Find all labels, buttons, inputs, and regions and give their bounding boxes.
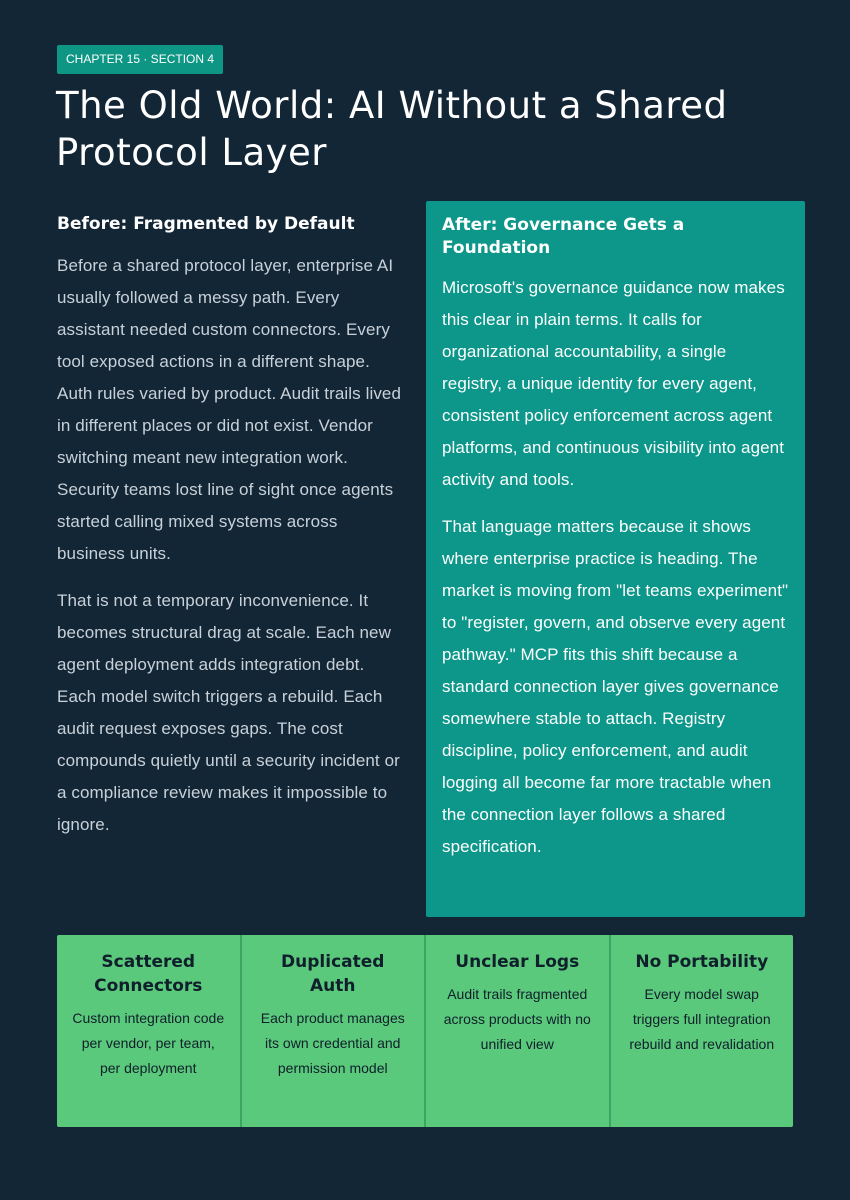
before-column [57, 213, 407, 841]
page-title: The Old World: AI Without a Shared Protocol Layer [56, 84, 728, 174]
before-paragraph-2: That is not a temporary inconvenience. It becomes structural drag at scale. Each new agent deployment adds integration debt. Each model switch triggers a rebuild. Each audit request exposes gaps. The cost compounds quietly until a security incident or a compliance review makes it impossible to ignore. [57, 591, 400, 834]
card-unclear-logs [426, 935, 611, 1127]
card-title: Unclear Logs [455, 952, 580, 972]
card-description: Every model swap triggers full integration rebuild and revalidation [629, 986, 775, 1052]
card-title: No Portability [635, 952, 769, 972]
card-description: Custom integration code per vendor, per team, per deployment [72, 1010, 225, 1076]
after-paragraph-2: That language matters because it shows where enterprise practice is heading. The market is moving from "let teams experiment" to "register, govern, and observe every agent pathway." MCP fits this shift because a standard connection layer gives governance somewhere stable to attach. Registry discipline, policy enforcement, and audit logging all become far more tractable when the connection layer follows a shared specification. [442, 517, 789, 856]
card-scattered-connectors [57, 935, 242, 1127]
card-title: Duplicated Auth [281, 952, 385, 996]
chapter-badge: CHAPTER 15 · SECTION 4 [57, 45, 223, 74]
before-heading: Before: Fragmented by Default [57, 214, 355, 234]
problem-cards [57, 935, 793, 1127]
after-heading: After: Governance Gets a Foundation [442, 215, 685, 258]
card-description: Audit trails fragmented across products with no unified view [443, 986, 591, 1052]
card-description: Each product manages its own credential and permission model [260, 1010, 405, 1076]
card-no-portability [611, 935, 794, 1127]
after-panel [426, 201, 805, 917]
card-duplicated-auth [242, 935, 427, 1127]
before-paragraph-1: Before a shared protocol layer, enterprise AI usually followed a messy path. Every assistant needed custom connectors. Every tool exposed actions in a different shape. Auth rules varied by product. Audit trails lived in different places or did not exist. Vendor switching meant new integration work. Security teams lost line of sight once agents started calling mixed systems across business units. [57, 256, 402, 563]
card-title: Scattered Connectors [94, 952, 203, 996]
after-paragraph-1: Microsoft's governance guidance now makes this clear in plain terms. It calls for organizational accountability, a single registry, a unique identity for every agent, consistent policy enforcement across agent platforms, and continuous visibility into agent activity and tools. [442, 278, 785, 489]
